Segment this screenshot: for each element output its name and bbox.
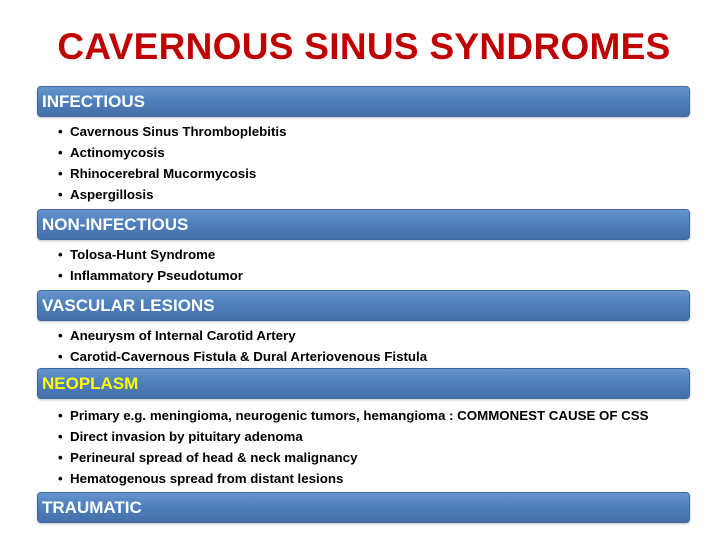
section-list-neoplasm — [58, 405, 649, 489]
section-heading: NON-INFECTIOUS — [42, 215, 189, 234]
list-item: • Direct invasion by pituitary adenoma — [58, 426, 649, 447]
list-item: • Aspergillosis — [58, 184, 286, 205]
section-header-neoplasm — [37, 368, 690, 399]
list-item: • Inflammatory Pseudotumor — [58, 265, 243, 286]
section-list-non-infectious — [58, 244, 243, 286]
section-heading: NEOPLASM — [42, 374, 139, 393]
list-item: • Aneurysm of Internal Carotid Artery — [58, 325, 427, 346]
page-title: CAVERNOUS SINUS SYNDROMES — [57, 26, 671, 67]
list-item: • Primary e.g. meningioma, neurogenic tumors, hemangioma : COMMONEST CAUSE OF CSS — [58, 405, 649, 426]
section-heading: TRAUMATIC — [42, 498, 142, 517]
section-heading: VASCULAR LESIONS — [42, 296, 215, 315]
section-header-traumatic — [37, 492, 690, 523]
list-item: • Carotid-Cavernous Fistula & Dural Arteriovenous Fistula — [58, 346, 427, 367]
section-header-non-infectious — [37, 209, 690, 240]
section-header-vascular-lesions — [37, 290, 690, 321]
section-heading: INFECTIOUS — [42, 92, 145, 111]
section-list-infectious — [58, 121, 286, 205]
list-item: • Actinomycosis — [58, 142, 286, 163]
list-item: • Tolosa-Hunt Syndrome — [58, 244, 243, 265]
list-item: • Hematogenous spread from distant lesions — [58, 468, 649, 489]
list-item: • Rhinocerebral Mucormycosis — [58, 163, 286, 184]
section-header-infectious — [37, 86, 690, 117]
list-item: • Perineural spread of head & neck malignancy — [58, 447, 649, 468]
section-list-vascular-lesions — [58, 325, 427, 367]
list-item: • Cavernous Sinus Thromboplebitis — [58, 121, 286, 142]
